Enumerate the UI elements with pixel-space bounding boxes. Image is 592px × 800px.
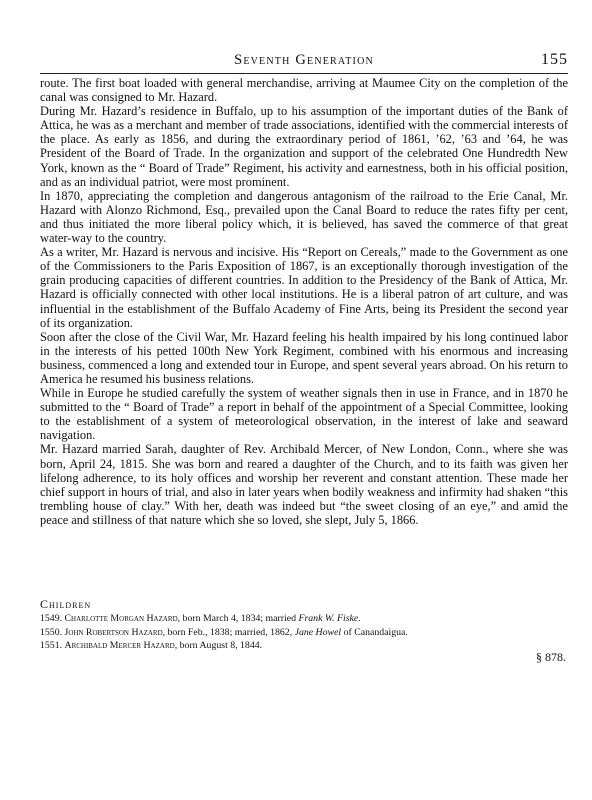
body-text — [40, 76, 568, 527]
child-spouse: Frank W. Fiske. — [298, 613, 361, 624]
child-entry — [40, 612, 568, 626]
child-spouse: Jane Howel — [294, 626, 342, 638]
paragraph: Soon after the close of the Civil War, Mr. Hazard feeling his health impaired by his long continued labor in the interests of his petted 100th New York Regiment, combined with his enormous and increasing business, commenced a long and extended tour in Europe, and spent several years abroad. On his return to America he resumed his business relations. — [40, 329, 568, 386]
child-name: Archibald Mercer Hazard, — [64, 640, 178, 651]
child-number: 1551. — [40, 640, 63, 651]
child-details: born March 4, 1834; married — [180, 613, 299, 624]
paragraph: While in Europe he studied carefully the system of weather signals then in use in France, and in 1870 he submitted to the “ Board of Trade” a report in behalf of the appointment of a Special Committee, looking to the establishment of a system of meteorological observation, in the interest of lake and seaward navigation. — [40, 386, 568, 443]
paragraph: route. The first boat loaded with general merchandise, arriving at Maumee City on the completion of the canal was consigned to Mr. Hazard. — [40, 76, 568, 105]
page-header — [40, 52, 568, 70]
paragraph: During Mr. Hazard’s residence in Buffalo, up to his assumption of the important duties of the Bank of Attica, he was as a merchant and member of trade associations, identified with the commercial interests of the place. As early as 1856, and during the extraordinary period of 1861, ’62, ’63 and ’64, he was President of the Board of Trade. In the organization and support of the celebrated One Hundredth New York, known as the “ Board of Trade” Regiment, his activity and earnestness, both in his official position, and as an individual patriot, were most prominent. — [40, 104, 568, 189]
children-heading: Children — [40, 597, 92, 611]
children-list — [40, 612, 568, 653]
child-number: 1549. — [40, 613, 63, 624]
section-reference: § 878. — [536, 650, 566, 664]
paragraph: In 1870, appreciating the completion and dangerous antagonism of the railroad to the Erie Canal, Mr. Hazard with Alonzo Richmond, Esq., prevailed upon the Canal Board to reduce the rates fifty per cent, and thus initiated the more liberal policy which, it is believed, has saved the commerce of that great water-way to the country. — [40, 188, 568, 246]
child-entry — [40, 639, 568, 653]
child-details: born Feb., 1838; married, 1862, — [165, 626, 295, 638]
child-entry — [40, 626, 568, 640]
child-tail: of Canandaigua. — [341, 626, 408, 638]
child-number: 1550. — [40, 626, 63, 638]
running-head: Seventh Generation — [234, 52, 374, 68]
child-name: Charlotte Morgan Hazard, — [64, 613, 181, 624]
page-number: 155 — [541, 51, 568, 68]
child-name: John Robertson Hazard, — [64, 626, 166, 638]
header-rule — [40, 73, 568, 74]
paragraph: As a writer, Mr. Hazard is nervous and incisive. His “Report on Cereals,” made to the Government as one of the Commissioners to the Paris Exposition of 1867, is an exceptionally thorough investigation of the grain producing capacities of different countries. In addition to the Presidency of the Bank of Attica, Mr. Hazard is officially connected with other local institutions. He is a liberal patron of art culture, and was influential in the establishment of the Buffalo Academy of Fine Arts, being its President the second year of its organization. — [40, 245, 568, 330]
paragraph: Mr. Hazard married Sarah, daughter of Rev. Archibald Mercer, of New London, Conn., where she was born, April 24, 1815. She was born and reared a daughter of the Church, and to its faith was given her lifelong adherence, to its holy offices and worship her reverent and constant attention. These made her chief support in hours of trial, and also in later years when bodily weakness and infirmity had shaken “this trembling house of clay.” With her, death was indeed but “the sweet closing of an eye,” and amid the peace and stillness of that nature which she so loved, she slept, July 5, 1866. — [40, 442, 568, 527]
child-details: born August 8, 1844. — [177, 640, 263, 651]
